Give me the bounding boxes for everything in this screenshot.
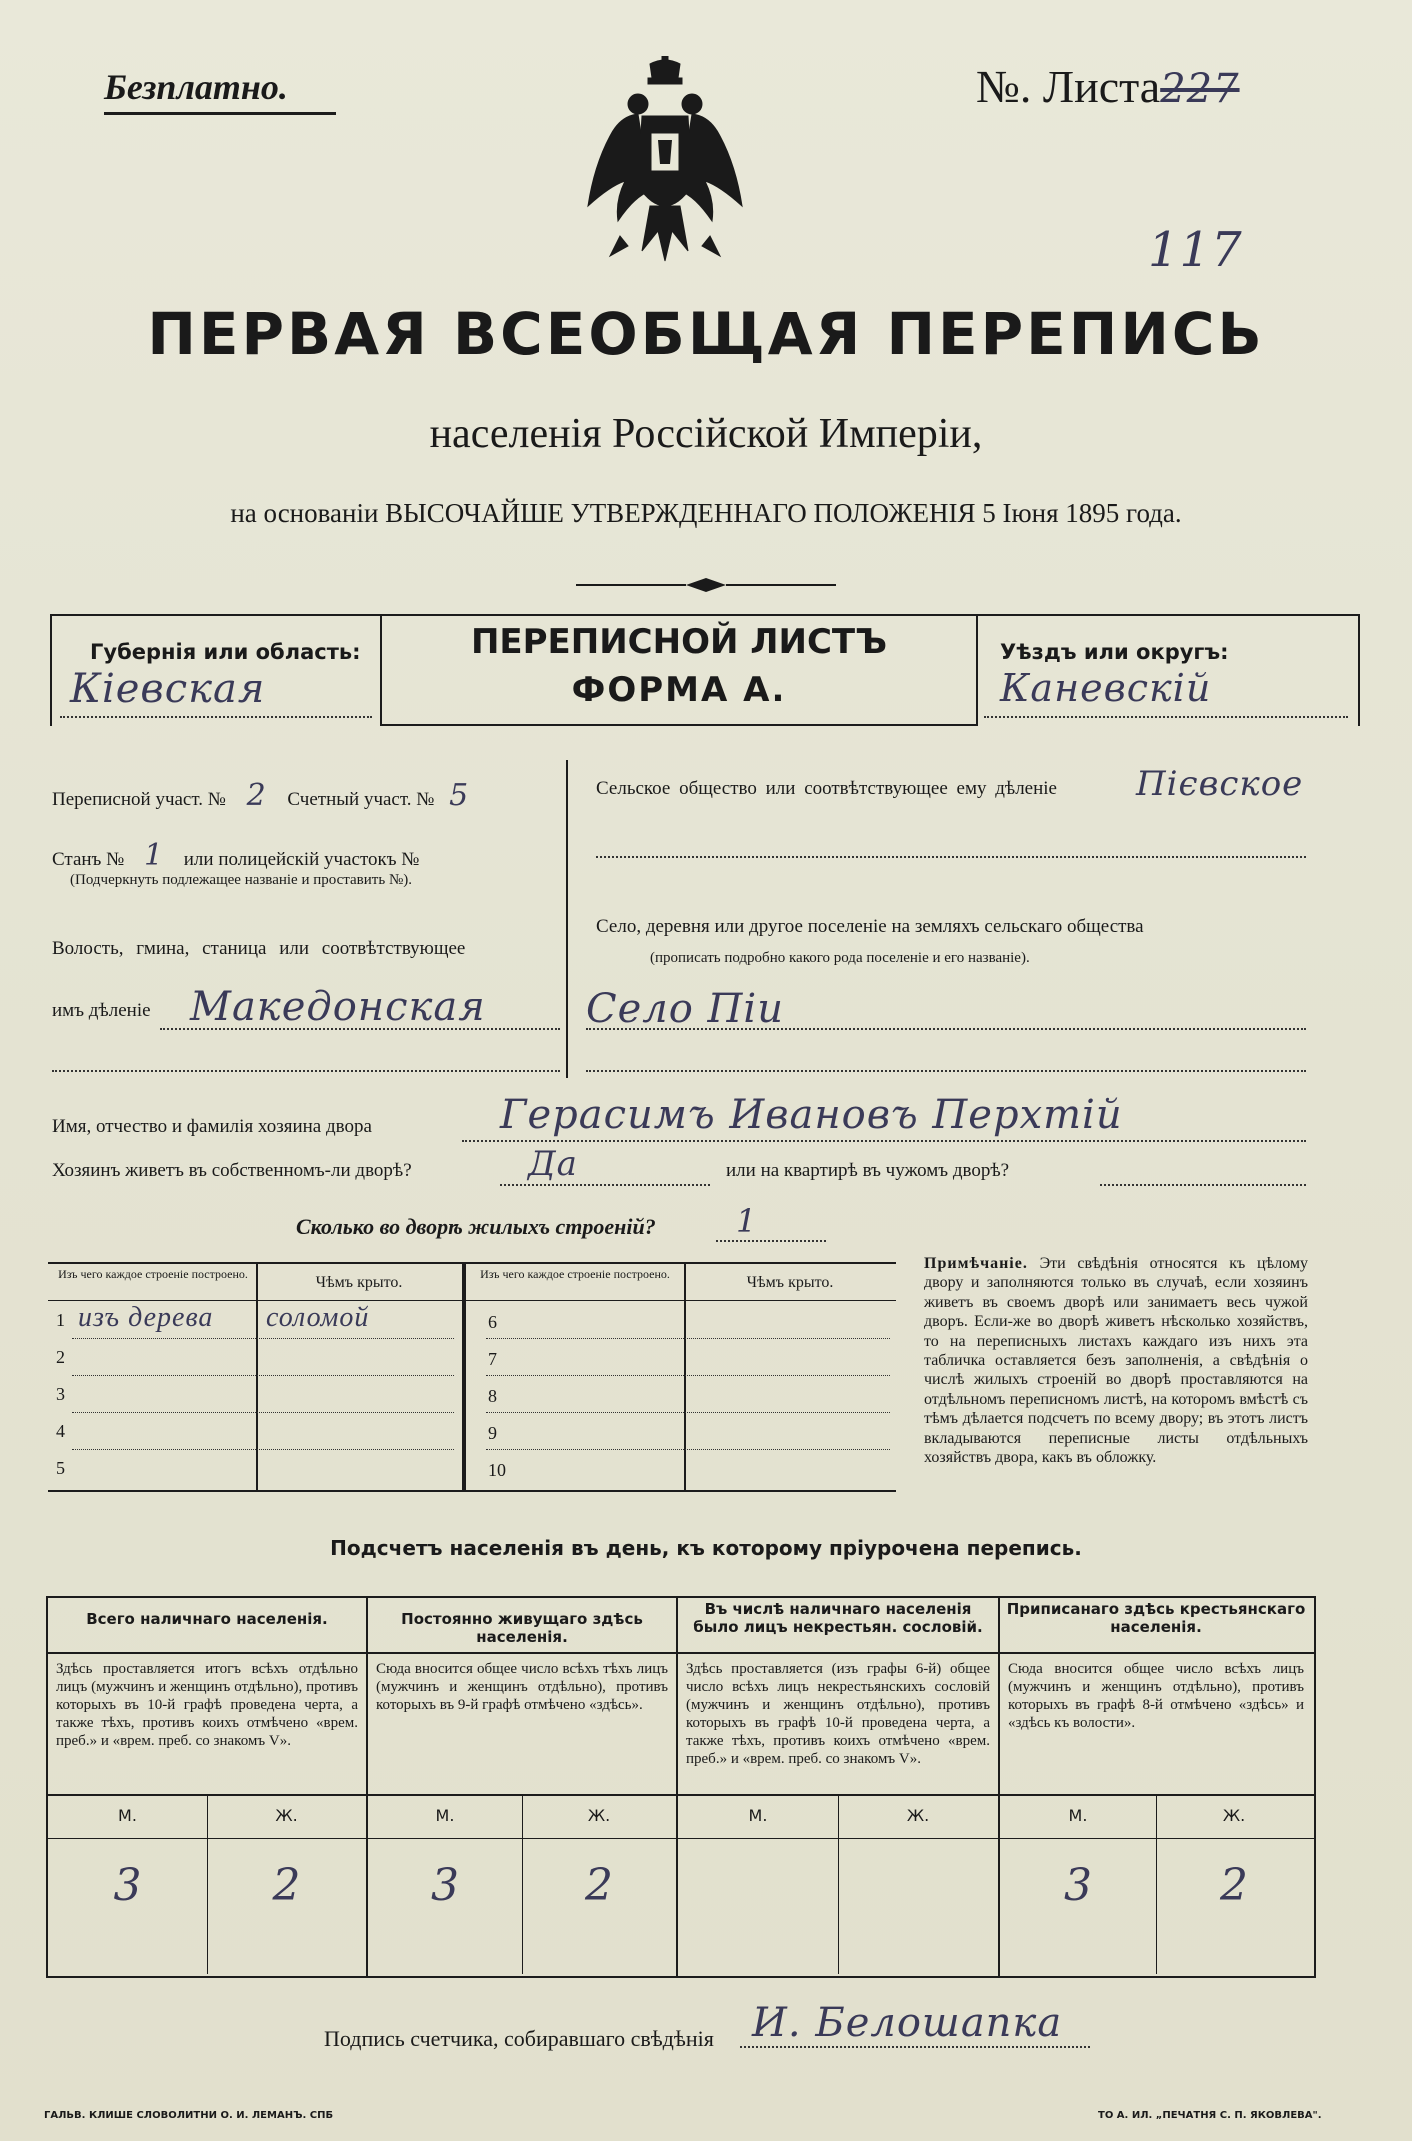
buildings-label: Сколько во дворѣ жилыхъ строеній? [296,1214,656,1239]
village-value: Село Піи [586,986,784,1032]
table-header-line [48,1300,896,1301]
pop-col-m-label: М. [118,1806,137,1825]
pop-col-desc: Здѣсь проставляется (изъ графы 6-й) общее число всѣхъ лицъ некрестьянскихъ сословій (мужчинъ и женщинъ отдѣльно), противъ которыхъ въ графѣ 10-й проведена черта, а также тѣхъ, противъ коихъ отмѣчено «врем. преб.» и «врем. преб. со знакомъ V». [686,1661,990,1767]
left-row-number: 4 [56,1421,65,1441]
form-box-title-bottom [380,724,978,726]
volost-label-2: имъ дѣленіе [52,1000,151,1021]
stan-label: Станъ № [52,849,125,870]
main-title: ПЕРВАЯ ВСЕОБЩАЯ ПЕРЕПИСЬ [147,300,1265,368]
pop-col-f-label: Ж. [906,1806,930,1825]
free-label: Безплатно. [104,67,288,107]
pop-col-head: Приписанаго здѣсь крестьянскаго населенія. [1006,1600,1306,1636]
province-value: Кіевская [70,666,266,712]
pop-desc-line [46,1794,1314,1796]
pop-col-m-label: М. [435,1806,455,1825]
buildings-table [48,1262,896,1492]
census-district-field [52,778,479,813]
own-yard-label: Хозяинъ живетъ въ собственномъ-ли дворѣ? [52,1160,412,1181]
left-row-line [72,1412,454,1413]
table-divider-a [256,1262,258,1490]
pop-col-m-value: 3 [431,1860,459,1911]
signature-value: И. Белошапка [752,2000,1063,2046]
legal-basis: на основаніи ВЫСОЧАЙШЕ УТВЕРЖДЕННАГО ПОЛОЖЕНІЯ 5 Іюня 1895 года. [230,498,1182,528]
census-district-label: Переписной участ. № [52,789,226,810]
sheet-old-number: 227 [1160,66,1240,112]
left-row-number: 3 [56,1384,65,1404]
sheet-label-text: №. Листа [976,61,1161,112]
volost-line-2 [52,1070,560,1072]
pop-col-f-label: Ж. [275,1806,298,1825]
stan-field [52,838,419,873]
free-label-underline [104,112,336,115]
pop-col-desc: Здѣсь проставляется итогъ всѣхъ отдѣльно лицъ (мужчинъ и женщинъ отдѣльно), противъ которыхъ въ 10-й графѣ проведена черта, а также тѣхъ, противъ коихъ отмѣчено «врем. преб.» и «врем. преб. со знакомъ V». [56,1661,358,1749]
pop-col-head: Всего наличнаго населенія. [86,1610,328,1628]
buildings-line [716,1240,826,1242]
pop-head-line [46,1652,1314,1654]
pop-col-m-value: 3 [113,1860,142,1911]
pop-col-head: Постоянно живущаго здѣсь населенія. [401,1610,643,1646]
col-material-right: Изъ чего каждое строеніе построено. [480,1267,670,1281]
pop-col-f-value: 2 [272,1860,301,1911]
pop-col-desc: Сюда вносится общее число всѣхъ тѣхъ лицъ (мужчинъ и женщинъ отдѣльно), противъ которыхъ въ 9-й графѣ отмѣчено «здѣсь». [376,1661,668,1713]
right-row-line [486,1412,890,1413]
col-roof-left: Чѣмъ крыто. [315,1274,403,1291]
rent-label: или на квартирѣ въ чужомъ дворѣ? [726,1160,1010,1181]
buildings-value: 1 [736,1202,758,1240]
left-row-material: изъ дерева [78,1302,214,1333]
village-note: (прописать подробно какого рода поселеніе и его названіе). [650,950,1030,966]
note-text: Эти свѣдѣнія относятся къ цѣлому двору и заполняются только въ случаѣ, если хозяинъ живетъ въ своемъ дворѣ или занимаетъ весь чужой дворъ. Если-же во дворѣ живетъ нѣсколько хозяйствъ, то на переписныхъ листахъ каждаго изъ нихъ эта табличка оставляется безъ заполненія, а свѣдѣнія о числѣ жилыхъ строеній во дворѣ проставляются на отдѣльномъ переписномъ листѣ, на которомъ вмѣстѣ съ тѣмъ дѣлается подсчетъ по всему двору; въ этотъ листъ вкладываются переписные листы отдѣльныхъ хозяйствъ двора, какъ въ обложку. [924,1255,1309,1467]
pop-col-m-label: М. [1068,1806,1088,1825]
count-district-value: 5 [449,778,470,813]
table-divider-b [684,1262,686,1490]
society-label: Сельское общество или соотвѣтствующее ему дѣленіе [596,778,1057,799]
ornament-divider-icon [576,576,836,594]
pop-mf-line [46,1838,1314,1839]
imprint-left: ГАЛЬВ. КЛИШЕ СЛОВОЛИТНИ О. И. ЛЕМАНЪ. СПБ [44,2110,334,2121]
imprint-right: ТО А. ИЛ. „ПЕЧАТНЯ С. П. ЯКОВЛЕВА". [1098,2110,1322,2121]
village-line-2 [586,1070,1306,1072]
district-label: Уѣздъ или округъ: [1000,640,1229,664]
village-label: Село, деревня или другое поселеніе на земляхъ сельскаго общества [596,916,1144,937]
province-label: Губернія или область: [90,640,361,664]
form-title: ПЕРЕПИСНОЙ ЛИСТЪ [470,622,888,662]
population-title: Подсчетъ населенія въ день, къ которому пріурочена перепись. [330,1536,1082,1560]
volost-value: Македонская [190,984,486,1030]
form-box-right [1358,614,1360,726]
pop-col-m-label: М. [748,1806,768,1825]
right-row-number: 10 [488,1460,506,1480]
police-label: или полицейскій участокъ № [183,849,420,870]
pop-col-head: Въ числѣ наличнаго населенія было лицъ некрестьян. сословій. [693,1600,983,1636]
owner-name-label: Имя, отчество и фамилія хозяина двора [52,1116,372,1137]
pop-col-f-label: Ж. [587,1806,611,1825]
province-line [60,716,372,718]
left-row-line [72,1338,454,1339]
pop-col-desc: Сюда вносится общее число всѣхъ лицъ (мужчинъ и женщинъ отдѣльно), противъ которыхъ въ графѣ 8-й отмѣчено «здѣсь» и «здѣсь къ волости». [1008,1661,1304,1731]
pop-col-m-value: 3 [1064,1860,1092,1911]
col-roof-right: Чѣмъ крыто. [746,1274,834,1291]
sheet-new-number: 117 [1148,222,1243,278]
imperial-eagle-emblem-icon [580,56,750,276]
left-row-line [72,1449,454,1450]
stan-note: (Подчеркнуть подлежащее названіе и проставить №). [70,872,412,888]
subtitle: населенія Россійской Имперіи, [429,411,983,457]
right-row-line [486,1338,890,1339]
right-row-number: 8 [488,1386,497,1406]
pop-col-f-value: 2 [585,1860,613,1911]
right-row-number: 9 [488,1423,497,1443]
left-row-line [72,1375,454,1376]
fields-column-divider [566,760,568,1078]
signature-label: Подпись счетчика, собиравшаго свѣдѣнія [324,2026,714,2051]
owner-name-line [462,1140,1306,1142]
note-title: Примѣчаніе. [924,1255,1028,1272]
society-line [596,856,1306,858]
form-box-top [50,614,1360,616]
left-row-number: 2 [56,1347,65,1367]
owner-name-value: Герасимъ Ивановъ Перхтій [500,1092,1123,1138]
society-value: Пієвское [1136,764,1304,804]
district-line [984,716,1348,718]
right-row-line [486,1449,890,1450]
form-subtitle: ФОРМА А. [571,670,787,710]
own-yard-line [500,1184,710,1186]
village-line [586,1028,1306,1030]
rent-line [1100,1184,1306,1186]
left-row-roof: соломой [266,1302,370,1333]
right-row-line [486,1375,890,1376]
sheet-label [976,60,1240,113]
district-value: Каневскій [1000,666,1212,710]
table-divider-mid [462,1262,466,1490]
stan-value: 1 [143,838,165,873]
right-row-number: 7 [488,1349,497,1369]
form-box-left [50,614,52,726]
signature-line [740,2046,1090,2048]
note-block [924,1254,1308,1467]
volost-line [160,1028,560,1030]
left-row-number: 5 [56,1458,65,1478]
count-district-label: Счетный участ. № [287,789,435,810]
pop-col-f-value: 2 [1220,1860,1248,1911]
volost-label-1: Волость, гмина, станица или соотвѣтствующее [52,938,466,959]
pop-col-f-label: Ж. [1222,1806,1246,1825]
census-district-value: 2 [246,778,267,813]
own-yard-value: Да [528,1144,578,1184]
right-row-number: 6 [488,1312,497,1332]
col-material-left: Изъ чего каждое строеніе построено. [58,1267,248,1281]
left-row-number: 1 [56,1310,65,1330]
